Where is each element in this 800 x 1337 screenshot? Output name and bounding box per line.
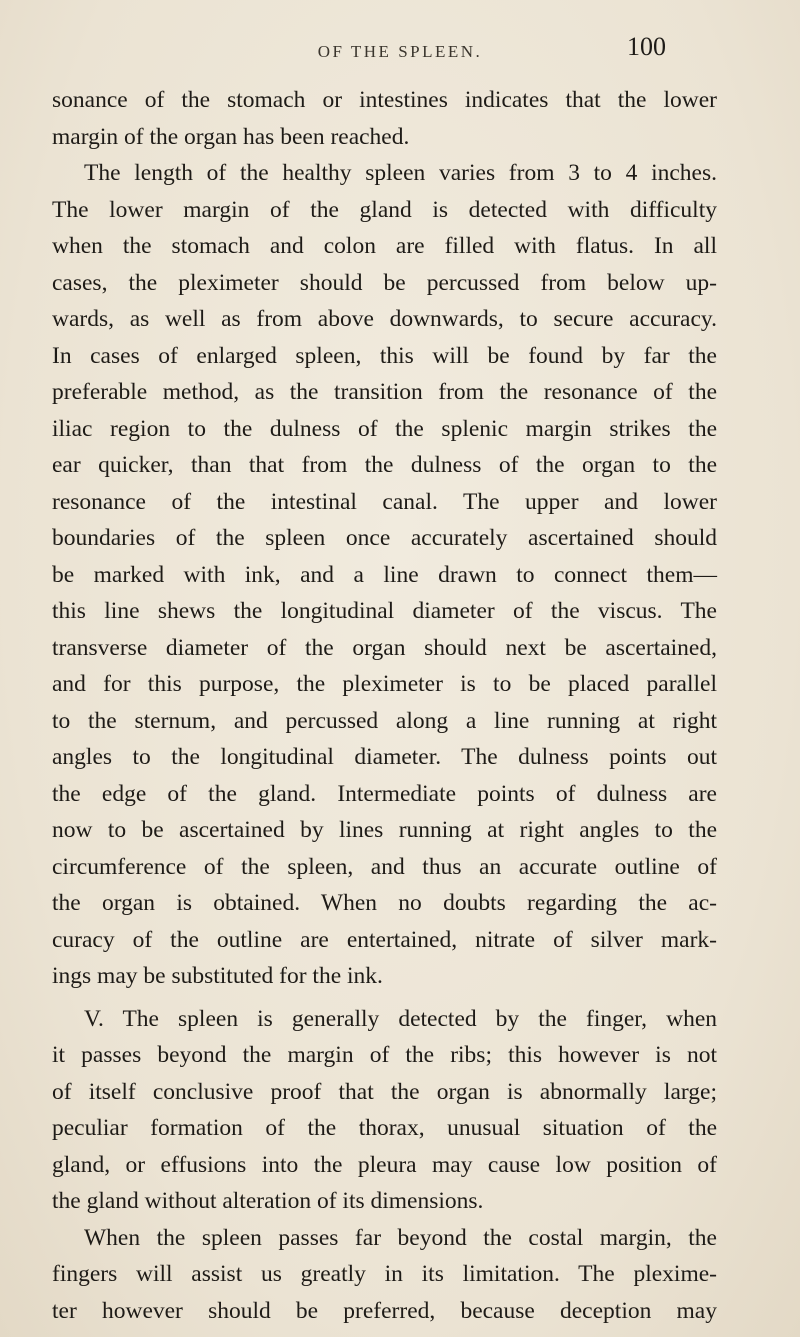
text-line: margin of the organ has been reached.: [52, 123, 410, 150]
page-number: 100: [627, 32, 666, 61]
text-line: this line shews the longitudinal diameter of the viscus. The: [52, 598, 717, 624]
text-line: the edge of the gland. Intermediate points of dulness are: [52, 780, 717, 807]
text-line: preferable method, as the transition from the resonance of the: [52, 379, 717, 405]
text-line: the gland without alteration of its dimensions.: [52, 1188, 484, 1214]
text-line: and for this purpose, the pleximeter is to be placed parallel: [52, 671, 717, 697]
text-line: curacy of the outline are entertained, nitrate of silver mark-: [52, 926, 717, 953]
text-line: When the spleen passes far beyond the costal margin, the: [84, 1224, 717, 1251]
text-line: In cases of enlarged spleen, this will be found by far the: [52, 342, 717, 369]
text-line: be marked with ink, and a line drawn to connect them—: [52, 561, 717, 588]
text-line: now to be ascertained by lines running at right angles to the: [52, 817, 717, 843]
text-line: V. The spleen is generally detected by the finger, when: [84, 1005, 717, 1032]
text-line: the organ is obtained. When no doubts regarding the ac-: [52, 890, 717, 916]
text-line: of itself conclusive proof that the organ is abnormally large;: [52, 1078, 717, 1105]
paragraph: [52, 1001, 717, 1220]
text-line: The lower margin of the gland is detected with difficulty: [52, 196, 717, 223]
text-line: circumference of the spleen, and thus an accurate outline of: [52, 853, 717, 880]
running-head: OF THE SPLEEN.: [317, 42, 483, 61]
text-line: boundaries of the spleen once accurately ascertained should: [52, 525, 717, 551]
text-line: it passes beyond the margin of the ribs; this however is not: [52, 1042, 717, 1068]
paragraph: [52, 155, 717, 995]
text-line: cases, the pleximeter should be percussed from below up-: [52, 269, 717, 296]
text-line: iliac region to the dulness of the splenic margin strikes the: [52, 415, 717, 442]
body-text: [52, 82, 717, 1329]
text-line: angles to the longitudinal diameter. The dulness points out: [52, 744, 717, 770]
text-line: gland, or effusions into the pleura may cause low position of: [52, 1151, 717, 1178]
text-line: The length of the healthy spleen varies from 3 to 4 inches.: [84, 160, 717, 186]
text-line: ear quicker, than that from the dulness of the organ to the: [52, 452, 717, 478]
text-line: ter however should be preferred, because deception may: [52, 1297, 717, 1324]
paragraph: [52, 82, 717, 155]
text-line: fingers will assist us greatly in its limitation. The plexime-: [52, 1261, 717, 1287]
paragraph: [52, 1220, 717, 1330]
text-line: wards, as well as from above downwards, to secure accuracy.: [52, 306, 717, 332]
text-line: when the stomach and colon are filled with flatus. In all: [52, 233, 717, 259]
text-line: sonance of the stomach or intestines indicates that the lower: [52, 87, 717, 113]
text-line: to the sternum, and percussed along a line running at right: [52, 707, 717, 734]
text-line: resonance of the intestinal canal. The upper and lower: [52, 488, 717, 515]
text-line: transverse diameter of the organ should next be ascertained,: [52, 634, 717, 661]
text-line: ings may be substituted for the ink.: [52, 963, 383, 989]
text-line: peculiar formation of the thorax, unusual situation of the: [52, 1115, 717, 1141]
